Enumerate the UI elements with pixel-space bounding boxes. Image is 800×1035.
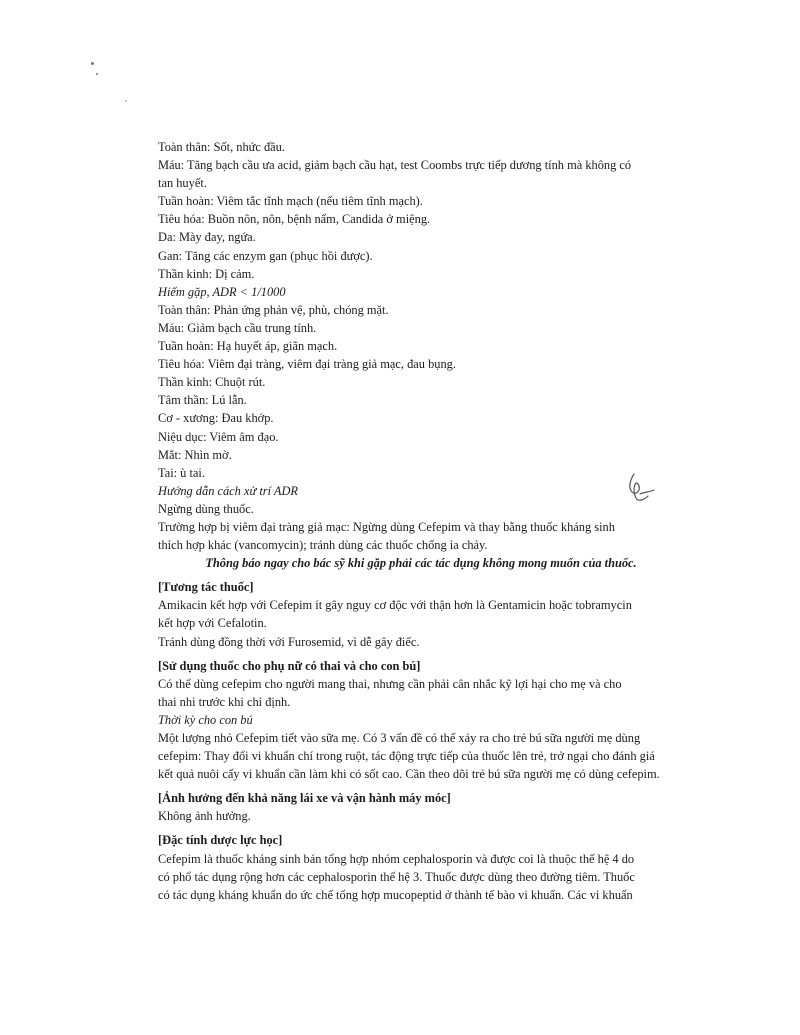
text-line: kết hợp với Cefalotin. — [158, 616, 267, 631]
text-line: Amikacin kết hợp với Cefepim ít gây nguy cơ độc với thận hơn là Gentamicin hoặc tobramycin — [158, 598, 632, 613]
text-line: Máu: Tăng bạch cầu ưa acid, giảm bạch cầu hạt, test Coombs trực tiếp dương tính mà không có — [158, 158, 632, 173]
section-heading-interaction: [Tương tác thuốc] — [158, 580, 254, 595]
section-heading-driving: [Ảnh hưởng đến khả năng lái xe và vận hành máy móc] — [158, 791, 451, 806]
text-line: Trường hợp bị viêm đại tràng giả mạc: Ngừng dùng Cefepim và thay bằng thuốc kháng sinh — [158, 519, 615, 534]
text-line: Máu: Giảm bạch cầu trung tính. — [158, 320, 317, 335]
text-line: Tiêu hóa: Viêm đại tràng, viêm đại tràng giả mạc, đau bụng. — [158, 357, 456, 372]
text-line: thích hợp khác (vancomycin); tránh dùng các thuốc chống ỉa chảy. — [158, 538, 488, 553]
text-line: có tác dụng kháng khuẩn do ức chế tổng hợp mucopeptid ở thành tế bào vi khuẩn. Các vi khuẩn — [158, 887, 633, 902]
text-line: Tâm thần: Lú lẫn. — [158, 393, 247, 408]
text-line: Tuần hoàn: Viêm tắc tĩnh mạch (nếu tiêm tĩnh mạch). — [158, 194, 423, 209]
text-line: cefepim: Thay đổi vi khuẩn chí trong ruột, tác động trực tiếp của thuốc lên trẻ, trở ngại cho đánh giá — [158, 749, 655, 764]
scan-speck — [91, 62, 94, 65]
section-heading-pharmacodynamics: [Đặc tính dược lực học] — [158, 833, 283, 848]
text-line: Tuần hoàn: Hạ huyết áp, giãn mạch. — [158, 339, 338, 354]
adr-heading: Hướng dẫn cách xử trí ADR — [158, 483, 298, 498]
handwritten-signature — [620, 470, 660, 506]
text-line: Thần kinh: Dị cảm. — [158, 266, 255, 281]
text-line: Một lượng nhỏ Cefepim tiết vào sữa mẹ. Có 3 vấn đề có thể xảy ra cho trẻ bú sữa người mẹ dùng — [158, 731, 641, 745]
text-line: Da: Mày đay, ngứa. — [158, 230, 256, 245]
text-line: Cơ - xương: Đau khớp. — [158, 411, 274, 426]
text-line: thai nhi trước khi chỉ định. — [158, 694, 291, 709]
notice-text: Thông báo ngay cho bác sỹ khi gặp phải các tác dụng không mong muốn của thuốc. — [205, 556, 637, 571]
text-line: Tránh dùng đồng thời với Furosemid, vì dễ gây điếc. — [158, 634, 420, 649]
text-line: Cefepim là thuốc kháng sinh bán tổng hợp nhóm cephalosporin và được coi là thuộc thế hệ 4 do — [158, 851, 635, 866]
text-line: có phổ tác dụng rộng hơn các cephalosporin thế hệ 3. Thuốc được dùng theo đường tiêm. Thuốc — [158, 869, 635, 884]
scan-speck — [125, 100, 127, 102]
text-line: Tiêu hóa: Buồn nôn, nôn, bệnh nấm, Candida ở miệng. — [158, 212, 431, 227]
text-line: Toàn thân: Sốt, nhức đầu. — [158, 140, 285, 154]
text-line: kết quả nuôi cấy vi khuẩn cần làm khi có sốt cao. Cần theo dõi trẻ bú sữa người mẹ có dùng cefepim. — [158, 767, 660, 782]
text-line: Thần kinh: Chuột rút. — [158, 375, 266, 390]
rare-heading: Hiếm gặp, ADR < 1/1000 — [158, 284, 286, 299]
text-line: Niệu dục: Viêm âm đạo. — [158, 429, 279, 444]
text-line: Tai: ù tai. — [158, 465, 205, 480]
text-line: Mắt: Nhìn mờ. — [158, 447, 232, 462]
breastfeeding-heading: Thời kỳ cho con bú — [158, 712, 253, 727]
text-line: Toàn thân: Phản ứng phản vệ, phù, chóng mặt. — [158, 302, 389, 317]
text-line: Có thể dùng cefepim cho người mang thai, nhưng cần phải cân nhắc kỹ lợi hại cho mẹ và cho — [158, 676, 622, 691]
section-heading-pregnancy: [Sử dụng thuốc cho phụ nữ có thai và cho con bú] — [158, 658, 421, 673]
text-line: tan huyết. — [158, 176, 207, 191]
text-line: Ngừng dùng thuốc. — [158, 501, 254, 516]
text-line: Gan: Tăng các enzym gan (phục hồi được). — [158, 248, 373, 263]
text-line: Không ảnh hưởng. — [158, 809, 251, 824]
scan-speck — [96, 73, 98, 75]
document-body — [158, 138, 678, 904]
